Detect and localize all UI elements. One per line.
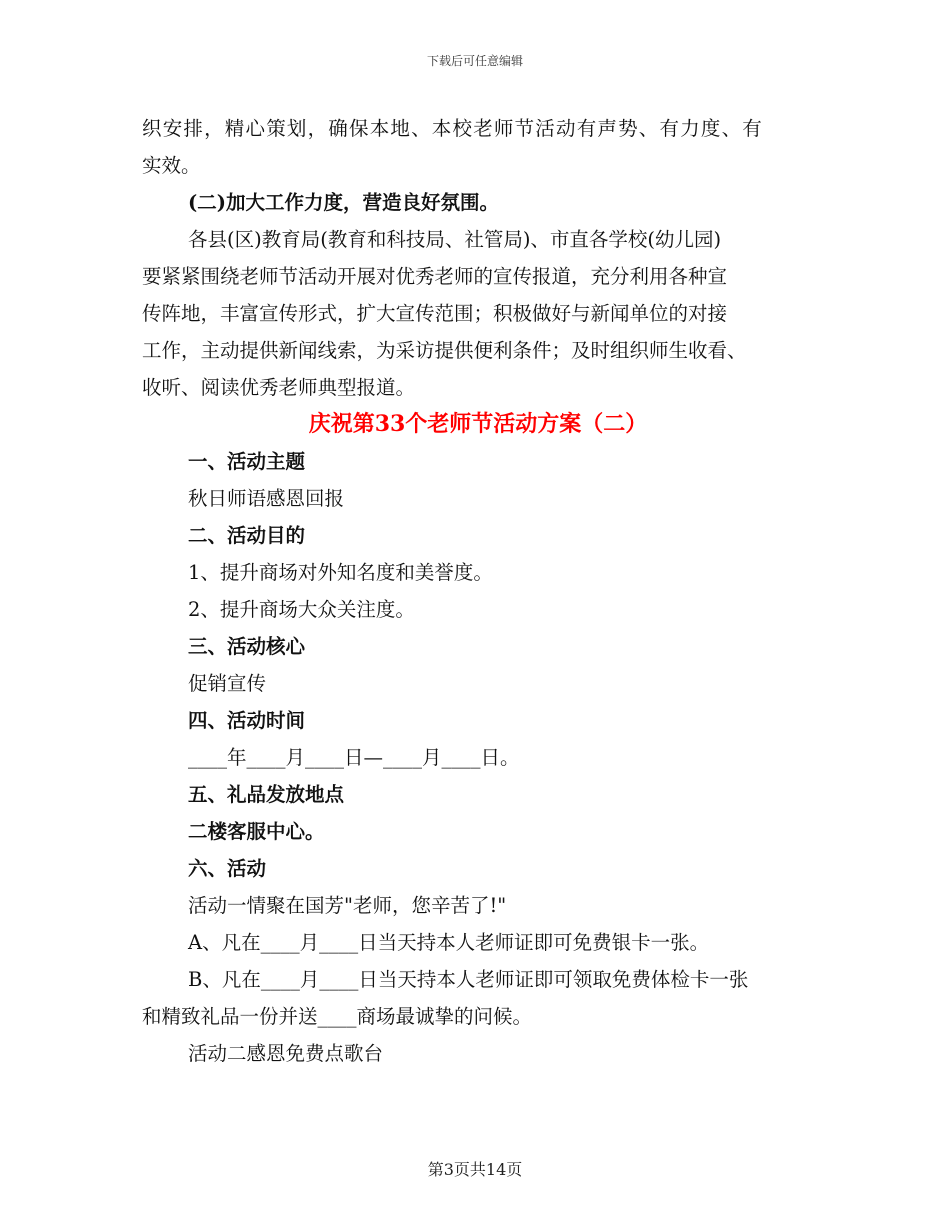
paragraph-line: 传阵地，丰富宣传形式，扩大宣传范围；积极做好与新闻单位的对接	[142, 302, 728, 325]
paragraph-line: 各县(区)教育局(教育和科技局、社管局)、市直各学校(幼儿园)	[188, 228, 722, 251]
section-text: 秋日师语感恩回报	[188, 487, 345, 510]
section-heading: 五、礼品发放地点	[188, 783, 345, 806]
page-number: 第3页共14页	[427, 1160, 523, 1179]
section-text: 二楼客服中心。	[188, 820, 325, 843]
list-item: 2、提升商场大众关注度。	[188, 598, 415, 621]
list-item: A、凡在____月____日当天持本人老师证即可免费银卡一张。	[188, 931, 710, 954]
section-heading: 二、活动目的	[188, 524, 306, 547]
section-text: 促销宣传	[188, 672, 267, 695]
document-body	[142, 110, 814, 1072]
section-heading: 四、活动时间	[188, 709, 306, 732]
paragraph-line: 织安排，精心策划，确保本地、本校老师节活动有声势、有力度、有	[142, 117, 764, 140]
document-title: 庆祝第33个老师节活动方案（二）	[308, 411, 648, 437]
paragraph-line: 工作，主动提供新闻线索，为采访提供便利条件；及时组织师生收看、	[142, 339, 747, 362]
list-item-continuation: 和精致礼品一份并送____商场最诚挚的问候。	[142, 1005, 533, 1028]
paragraph-line: 实效。	[142, 154, 201, 177]
paragraph-line: 要紧紧围绕老师节活动开展对优秀老师的宣传报道，充分利用各种宣	[142, 265, 728, 288]
activity-title: 活动二感恩免费点歌台	[188, 1042, 384, 1065]
activity-title: 活动一情聚在国芳"老师，您辛苦了!"	[188, 894, 507, 917]
section-heading: 六、活动	[188, 857, 267, 880]
page-header: 下载后可任意编辑	[426, 54, 523, 68]
list-item: 1、提升商场对外知名度和美誉度。	[188, 561, 493, 584]
paragraph-line: 收听、阅读优秀老师典型报道。	[142, 376, 416, 399]
list-item: B、凡在____月____日当天持本人老师证即可领取免费体检卡一张	[188, 968, 749, 991]
subheading: (二)加大工作力度，营造良好氛围。	[188, 191, 499, 214]
date-blank-line: ____年____月____日—____月____日。	[188, 746, 520, 769]
section-heading: 三、活动核心	[188, 635, 306, 658]
section-heading: 一、活动主题	[188, 450, 306, 473]
